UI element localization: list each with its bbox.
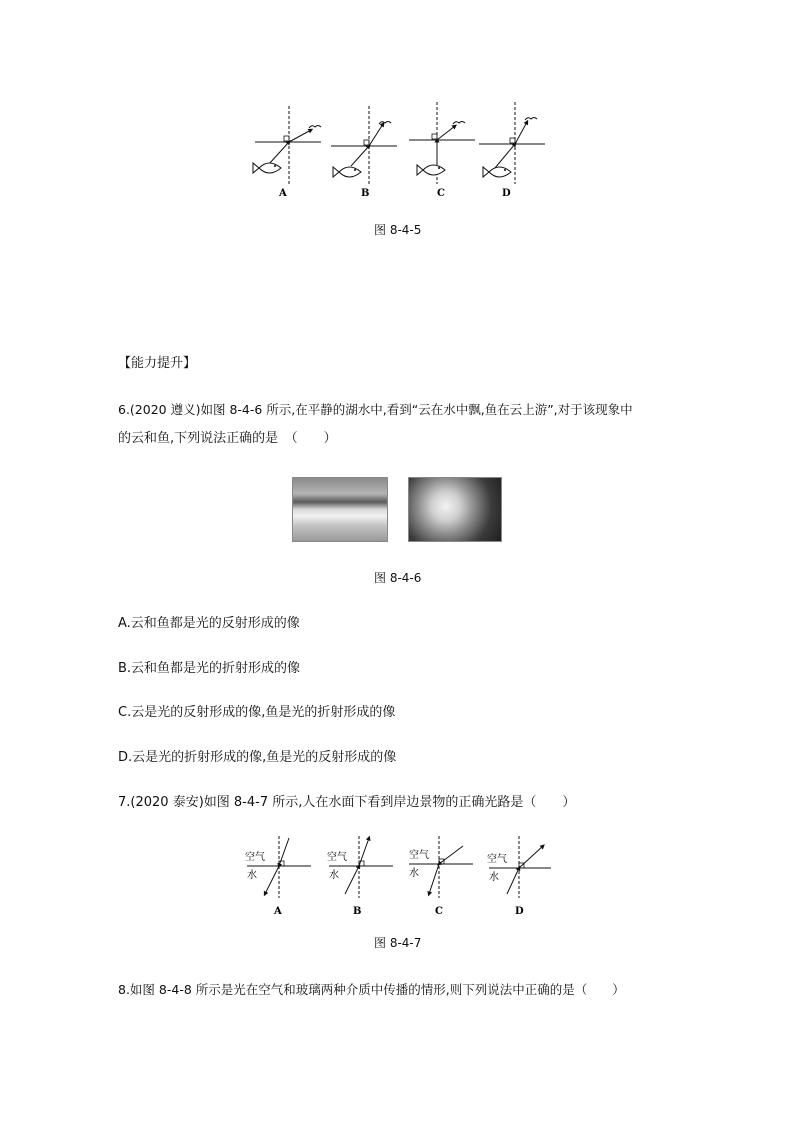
q7-stem: 7.(2020 泰安)如图 8-4-7 所示,人在水面下看到岸边景物的正确光路是（ ）: [118, 795, 576, 810]
diagram-b: [327, 836, 393, 898]
fig847-label-a: A: [274, 906, 282, 917]
fig845-label-a: A: [279, 188, 287, 199]
diagram-a: [245, 836, 311, 898]
fish-icon: [333, 167, 361, 177]
figure-8-4-6-caption: 图 8-4-6: [374, 571, 422, 585]
diagram-b: [331, 106, 397, 184]
diagram-c: [409, 102, 475, 184]
diagram-d: [487, 836, 551, 898]
fig845-label-b: B: [361, 188, 370, 199]
lake-photo-right: [408, 477, 502, 542]
bird-icon: [453, 122, 465, 125]
q6-stem-line1: 6.(2020 遵义)如图 8-4-6 所示,在平静的湖水中,看到“云在水中飘,鱼在云上游”,对于该现象中: [118, 402, 633, 417]
q6-option-a: A.云和鱼都是光的反射形成的像: [118, 616, 300, 631]
fig845-label-d: D: [502, 188, 511, 199]
label-air: 空气: [327, 852, 347, 863]
fig845-label-c: C: [437, 188, 445, 199]
figure-8-4-5: [245, 98, 555, 203]
fish-icon: [253, 163, 281, 173]
fish-icon: [417, 165, 445, 175]
fish-icon: [483, 167, 511, 177]
label-air: 空气: [487, 854, 507, 865]
label-water: 水: [329, 870, 339, 881]
q6-option-c: C.云是光的反射形成的像,鱼是光的折射形成的像: [118, 705, 396, 720]
q8-stem: 8.如图 8-4-8 所示是光在空气和玻璃两种介质中传播的情形,则下列说法中正确的是（ ）: [118, 982, 625, 997]
figure-8-4-5-caption: 图 8-4-5: [374, 223, 422, 237]
figure-8-4-7-caption: 图 8-4-7: [374, 936, 422, 950]
fish-bird-diagrams: [245, 98, 555, 203]
label-water: 水: [489, 872, 499, 883]
label-air: 空气: [245, 852, 265, 863]
fig847-label-d: D: [515, 906, 524, 917]
lake-photo-left: [292, 477, 388, 542]
fig847-label-c: C: [435, 906, 443, 917]
q6-stem-line2: 的云和鱼,下列说法正确的是 （ ）: [118, 431, 337, 446]
diagram-c: [409, 836, 473, 898]
fig847-label-b: B: [353, 906, 362, 917]
section-title: 【能力提升】: [118, 356, 197, 371]
label-water: 水: [409, 868, 419, 879]
bird-icon: [379, 122, 391, 125]
diagram-d: [479, 102, 545, 184]
refraction-diagrams: [245, 832, 555, 922]
diagram-a: [253, 106, 321, 184]
label-air: 空气: [409, 850, 429, 861]
figure-8-4-7: [245, 832, 555, 922]
bird-icon: [309, 126, 321, 129]
q6-option-b: B.云和鱼都是光的折射形成的像: [118, 661, 301, 676]
q6-option-d: D.云是光的折射形成的像,鱼是光的反射形成的像: [118, 750, 397, 765]
bird-icon: [525, 118, 537, 121]
label-water: 水: [247, 870, 257, 881]
